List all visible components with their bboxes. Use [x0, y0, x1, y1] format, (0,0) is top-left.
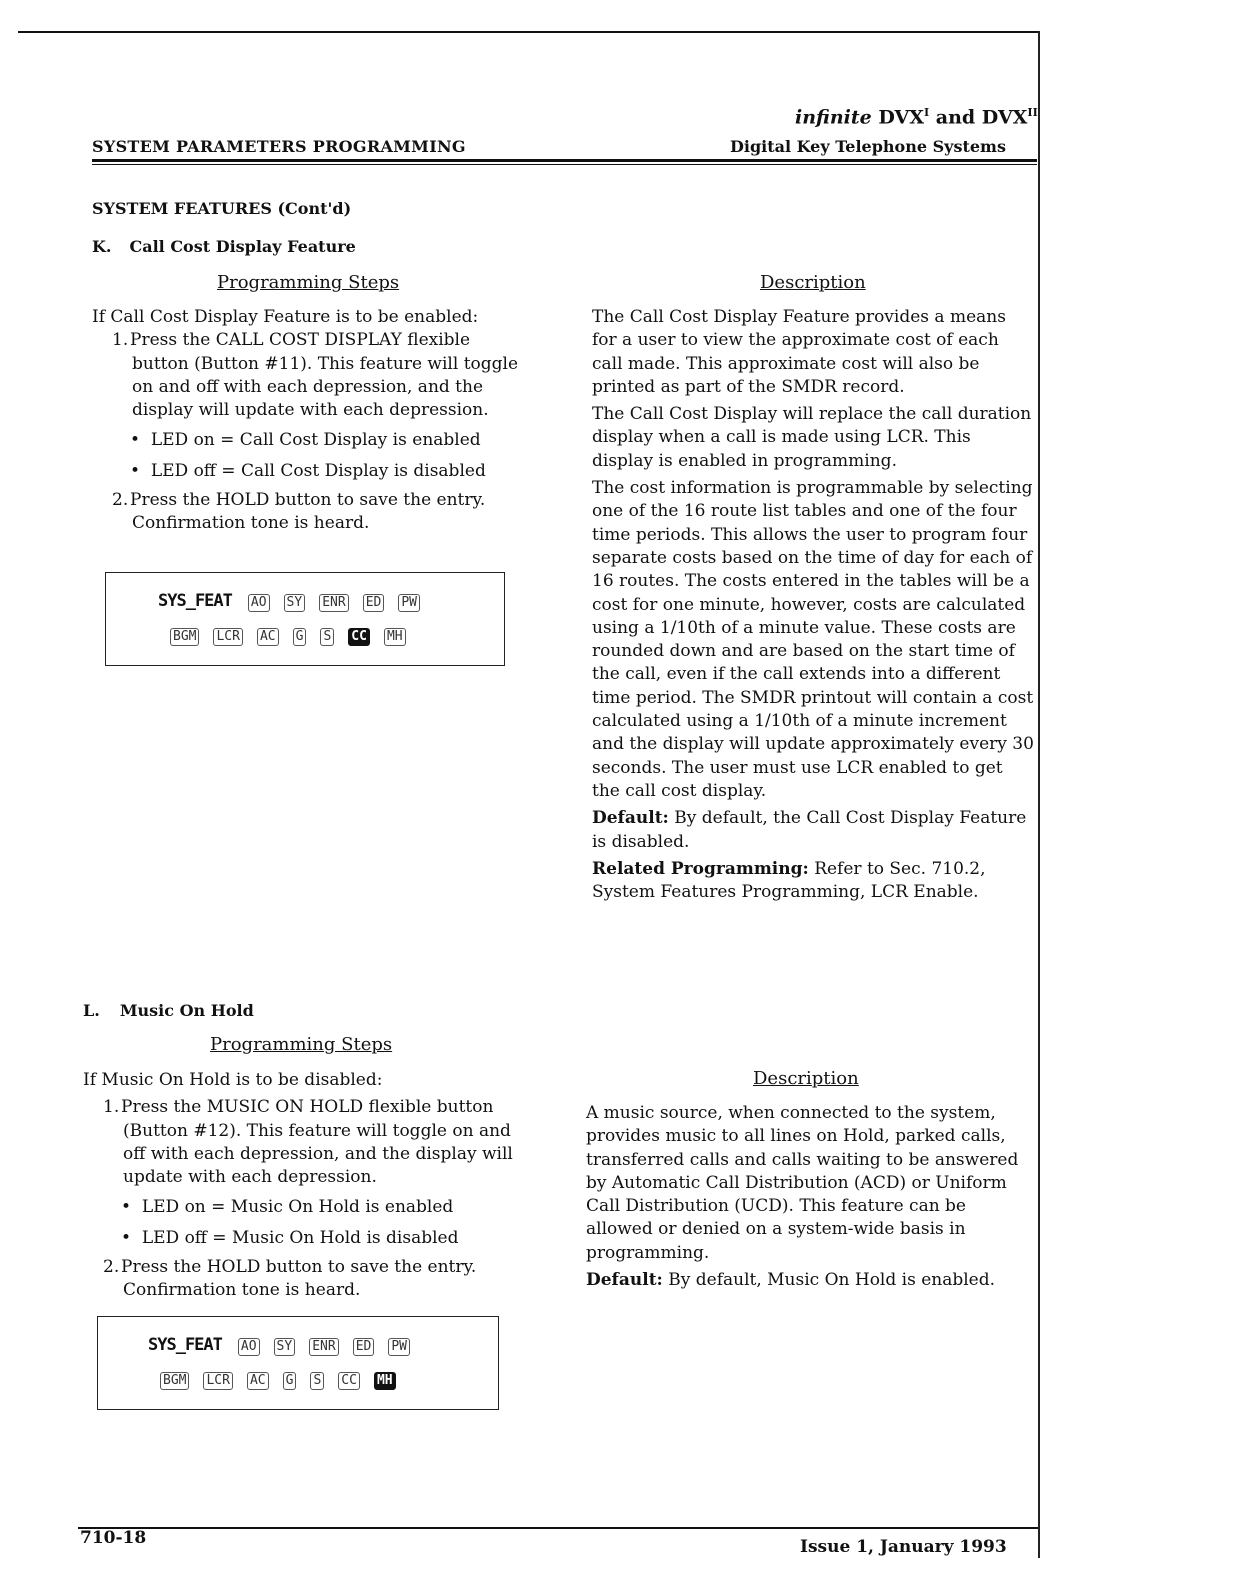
feature-l-default: Default: By default, Music On Hold is enabled.: [586, 1270, 996, 1291]
lcd-item: SY: [274, 1338, 296, 1356]
product-prefix: infinite: [795, 106, 872, 129]
feature-k-bullet-off: • LED off = Call Cost Display is disabled: [130, 460, 486, 481]
lcd-item: AC: [257, 628, 279, 646]
lcd-item: ED: [363, 594, 385, 612]
feature-k-steps: [92, 306, 532, 536]
feature-l-lcd-display: [97, 1316, 499, 1410]
right-border: [1038, 31, 1040, 1558]
footer-rule: [78, 1527, 1038, 1529]
feature-k-desc-p2: The Call Cost Display will replace the call duration display when a call is made using LCR. This display is enabled in programming.: [592, 404, 1032, 471]
header-rule: [92, 159, 1037, 162]
feature-l-steps: [83, 1069, 528, 1303]
lcd-item: LCR: [213, 628, 242, 646]
lcd-item: AC: [247, 1372, 269, 1390]
lcd-row-1: [158, 591, 434, 612]
issue-date: Issue 1, January 1993: [800, 1537, 1007, 1557]
lcd-item: AO: [248, 594, 270, 612]
lcd-item: PW: [398, 594, 420, 612]
feature-l-intro: If Music On Hold is to be disabled:: [83, 1070, 383, 1090]
feature-l-desc-p1: A music source, when connected to the system, provides music to all lines on Hold, parked calls, transferred calls and calls waiting to be answered by Automatic Call Distribution (ACD) or Uniform Call Distribution (UCD). This feature can be allowed or denied on a system-wide basis in programming.: [586, 1103, 1019, 1263]
lcd-item: S: [310, 1372, 324, 1390]
lcd-row-2: [160, 1369, 410, 1390]
feature-k-description-heading: Description: [760, 272, 866, 293]
feature-k-lcd-display: [105, 572, 505, 666]
lcd-item: CC: [338, 1372, 360, 1390]
lcd-item-active: CC: [348, 628, 370, 646]
feature-l-bullet-off: • LED off = Music On Hold is disabled: [121, 1227, 459, 1248]
header-right-title: Digital Key Telephone Systems: [730, 137, 1006, 156]
lcd-item: S: [320, 628, 334, 646]
lcd-item-active: MH: [374, 1372, 396, 1390]
lcd-item: G: [283, 1372, 297, 1390]
lcd-item: PW: [388, 1338, 410, 1356]
feature-l-step-2: 2. Press the HOLD button to save the entry. Confirmation tone is heard.: [103, 1257, 477, 1301]
feature-k-step-2: 2. Press the HOLD button to save the entry. Confirmation tone is heard.: [112, 490, 486, 534]
feature-l-steps-heading: Programming Steps: [210, 1034, 393, 1055]
feature-k-heading: K. Call Cost Display Feature: [92, 237, 356, 256]
lcd-item: SY: [284, 594, 306, 612]
feature-k-step-1: 1. Press the CALL COST DISPLAY flexible button (Button #11). This feature will toggle on and off with each depression, and the display will update with each depression.: [112, 330, 519, 421]
feature-k-steps-heading: Programming Steps: [217, 272, 400, 293]
feature-k-intro: If Call Cost Display Feature is to be enabled:: [92, 307, 479, 327]
feature-k-related: Related Programming: Refer to Sec. 710.2, System Features Programming, LCR Enable.: [592, 858, 986, 903]
lcd-item: BGM: [170, 628, 199, 646]
section-title: SYSTEM FEATURES (Cont'd): [92, 199, 352, 218]
lcd-item: LCR: [203, 1372, 232, 1390]
top-border: [18, 31, 1039, 33]
lcd-row-1: [148, 1335, 424, 1356]
feature-l-step-1: 1. Press the MUSIC ON HOLD flexible button (Button #12). This feature will toggle on and off with each depression, and the display will update with each depression.: [103, 1097, 513, 1188]
feature-l-heading: L. Music On Hold: [83, 1001, 254, 1020]
header-left-title: SYSTEM PARAMETERS PROGRAMMING: [92, 137, 466, 156]
feature-k-description: [592, 306, 1034, 904]
lcd-item: AO: [238, 1338, 260, 1356]
header-rule-thin: [92, 164, 1037, 165]
lcd-item: ENR: [319, 594, 348, 612]
feature-k-desc-p3: The cost information is programmable by selecting one of the 16 route list tables and one of the four time periods. This allows the user to program four separate costs based on the time of day for each of 16 routes. The costs entered in the tables will be a cost for one minute, however, costs are calculated using a 1/10th of a minute value. These costs are rounded down and are based on the start time of the call, even if the call extends into a different time period. The SMDR printout will contain a cost calculated using a 1/10th of a minute increment and the display will update approximately every 30 seconds. The user must use LCR enabled to get the call cost display.: [592, 478, 1034, 801]
lcd-item: ENR: [309, 1338, 338, 1356]
feature-k-default: Default: By default, the Call Cost Display Feature is disabled.: [592, 808, 1027, 852]
feature-l-description: [586, 1102, 1032, 1292]
lcd-row-2: [170, 625, 420, 646]
product-title: infinite $DVX^I$ and $DVX^{II}$: [795, 106, 1038, 129]
lcd-item: BGM: [160, 1372, 189, 1390]
lcd-label: SYS_FEAT: [158, 591, 232, 611]
lcd-label: SYS_FEAT: [148, 1335, 222, 1355]
feature-l-description-heading: Description: [753, 1068, 859, 1089]
lcd-item: ED: [353, 1338, 375, 1356]
page-number: 710-18: [80, 1528, 147, 1548]
lcd-item: G: [293, 628, 307, 646]
lcd-item: MH: [384, 628, 406, 646]
feature-k-bullet-on: • LED on = Call Cost Display is enabled: [130, 430, 481, 451]
feature-k-desc-p1: The Call Cost Display Feature provides a means for a user to view the approximate cost of each call made. This approximate cost will also be printed as part of the SMDR record.: [592, 307, 1006, 397]
feature-l-bullet-on: • LED on = Music On Hold is enabled: [121, 1197, 454, 1218]
